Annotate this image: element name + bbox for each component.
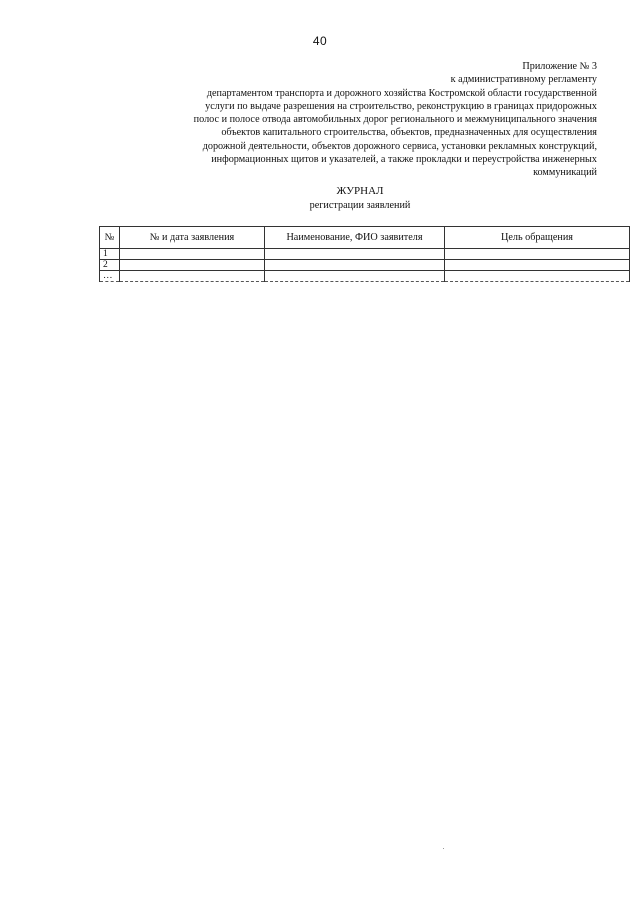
row-number: 1 bbox=[100, 249, 120, 260]
header-applicant-name: Наименование, ФИО заявителя bbox=[265, 227, 445, 249]
appendix-line: к административному регламенту bbox=[450, 74, 597, 86]
appendix-line: объектов капитального строительства, объектов, предназначенных для осуществления bbox=[221, 127, 597, 139]
row-number: … bbox=[100, 271, 120, 282]
table-row bbox=[100, 249, 630, 260]
journal-title: ЖУРНАЛ bbox=[336, 185, 384, 197]
row-application-date bbox=[120, 271, 265, 282]
row-applicant-name bbox=[265, 260, 445, 271]
appendix-line: коммуникаций bbox=[533, 167, 597, 179]
appendix-line: дорожной деятельности, объектов дорожного сервиса, установки рекламных конструкций, bbox=[202, 140, 597, 152]
table-header-row bbox=[100, 227, 630, 249]
row-application-date bbox=[120, 260, 265, 271]
header-number: № bbox=[100, 227, 120, 249]
row-number: 2 bbox=[100, 260, 120, 271]
row-purpose bbox=[445, 271, 630, 282]
appendix-line: услуги по выдаче разрешения на строительство, реконструкцию в границах придорожных bbox=[205, 100, 597, 112]
header-purpose: Цель обращения bbox=[445, 227, 630, 249]
journal-subtitle: регистрации заявлений bbox=[309, 200, 411, 211]
appendix-line: Приложение № 3 bbox=[522, 61, 597, 72]
appendix-heading bbox=[127, 60, 597, 180]
table-row bbox=[100, 271, 630, 282]
row-applicant-name bbox=[265, 249, 445, 260]
appendix-line: информационных щитов и указателей, а также прокладки и переустройства инженерных bbox=[211, 154, 597, 166]
appendix-line: полос и полосе отвода автомобильных дорог регионального и межмуниципального значения bbox=[193, 114, 597, 126]
page-number: 40 bbox=[312, 34, 328, 48]
header-application-date: № и дата заявления bbox=[120, 227, 265, 249]
registration-table bbox=[99, 226, 630, 282]
row-applicant-name bbox=[265, 271, 445, 282]
row-application-date bbox=[120, 249, 265, 260]
table-row bbox=[100, 260, 630, 271]
appendix-line: департаментом транспорта и дорожного хозяйства Костромской области государственной bbox=[206, 87, 597, 99]
row-purpose bbox=[445, 260, 630, 271]
scan-speck bbox=[443, 848, 444, 849]
row-purpose bbox=[445, 249, 630, 260]
